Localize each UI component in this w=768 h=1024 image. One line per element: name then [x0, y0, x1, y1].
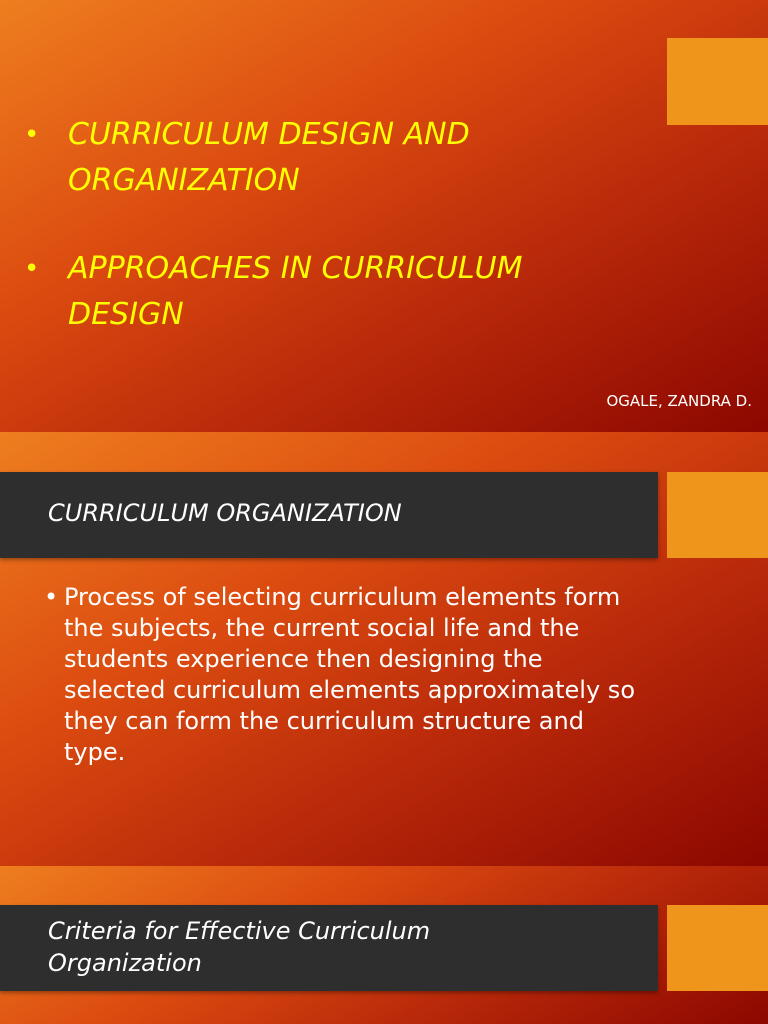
- criteria-slide: [0, 866, 768, 1024]
- title-bullet-text: APPROACHES IN CURRICULUM DESIGN: [68, 251, 523, 332]
- content-slide: [0, 432, 768, 866]
- accent-square: [667, 472, 768, 558]
- author-name: OGALE, ZANDRA D.: [606, 392, 752, 410]
- slide-title: CURRICULUM ORGANIZATION: [48, 499, 402, 527]
- slide-title-bar: [0, 472, 658, 558]
- body-text: Process of selecting curriculum elements form the subjects, the current social life and the students experience then designing the selected curriculum elements approximately so they can form the curriculum structure and type.: [64, 583, 635, 766]
- title-bullet-list: [24, 112, 644, 380]
- body-bullet: [44, 582, 644, 768]
- bullet-marker: •: [24, 254, 40, 284]
- accent-square: [667, 38, 768, 125]
- bullet-marker: •: [24, 120, 40, 150]
- accent-square: [667, 905, 768, 991]
- title-bullet-text: CURRICULUM DESIGN AND ORGANIZATION: [68, 117, 470, 198]
- slide-title-bar: [0, 905, 658, 991]
- bullet-marker: •: [44, 583, 59, 611]
- title-bullet-item: [24, 112, 644, 204]
- title-bullet-item: [24, 246, 644, 338]
- title-slide: [0, 0, 768, 432]
- slide-title: Criteria for Effective Curriculum Organization: [48, 917, 431, 977]
